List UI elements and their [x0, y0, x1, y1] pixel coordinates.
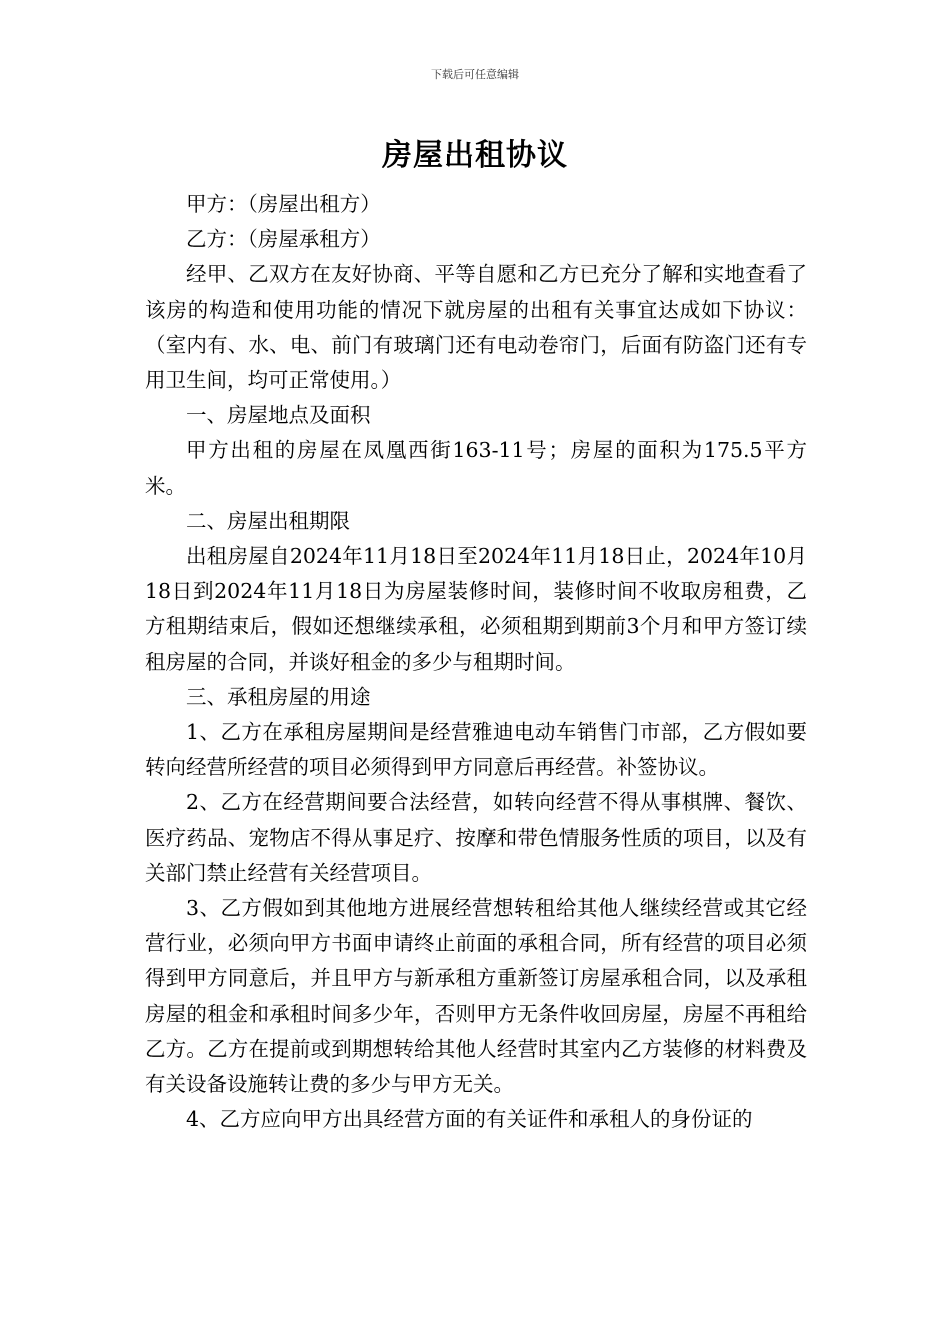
usage-clause-4: 4、乙方应向甲方出具经营方面的有关证件和承租人的身份证的 [186, 1107, 753, 1132]
usage-clause-2: 2、乙方在经营期间要合法经营，如转向经营不得从事棋牌、餐饮、医疗药品、宠物店不得从事足疗、按摩和带色情服务性质的项目，以及有关部门禁止经营有关经营项目。 [145, 790, 807, 885]
usage-clause-1: 1、乙方在承租房屋期间是经营雅迪电动车销售门市部，乙方假如要转向经营所经营的项目必须得到甲方同意后再经营。补签协议。 [145, 720, 807, 780]
section-heading-term: 二、房屋出租期限 [186, 508, 350, 533]
section-heading-usage: 三、承租房屋的用途 [186, 684, 371, 709]
document-title: 房屋出租协议 [382, 138, 568, 173]
document-body [145, 187, 807, 1137]
party-b-line: 乙方：（房屋承租方） [186, 227, 381, 252]
term-paragraph: 出租房屋自2024年11月18日至2024年11月18日止，2024年10月18日到2024年11月18日为房屋装修时间，装修时间不收取房租费，乙方租期结束后，假如还想继续承租，必须租期到期前3个月和甲方签订续租房屋的合同，并谈好租金的多少与租期时间。 [145, 544, 807, 674]
preamble-paragraph: 经甲、乙双方在友好协商、平等自愿和乙方已充分了解和实地查看了该房的构造和使用功能的情况下就房屋的出租有关事宜达成如下协议：（室内有、水、电、前门有玻璃门还有电动卷帘门，后面有防盗门还有专用卫生间，均可正常使用。） [145, 262, 807, 393]
header-note: 下载后可任意编辑 [431, 68, 519, 81]
usage-clause-3: 3、乙方假如到其他地方进展经营想转租给其他人继续经营或其它经营行业，必须向甲方书面申请终止前面的承租合同，所有经营的项目必须得到甲方同意后，并且甲方与新承租方重新签订房屋承租合同，以及承租房屋的租金和承租时间多少年，否则甲方无条件收回房屋，房屋不再租给乙方。乙方在提前或到期想转给其他人经营时其室内乙方装修的材料费及有关设备设施转让费的多少与甲方无关。 [145, 896, 807, 1097]
section-heading-location: 一、房屋地点及面积 [186, 403, 371, 428]
location-paragraph: 甲方出租的房屋在凤凰西街163-11号；房屋的面积为175.5平方米。 [145, 438, 807, 498]
party-a-line: 甲方：（房屋出租方） [186, 192, 381, 216]
